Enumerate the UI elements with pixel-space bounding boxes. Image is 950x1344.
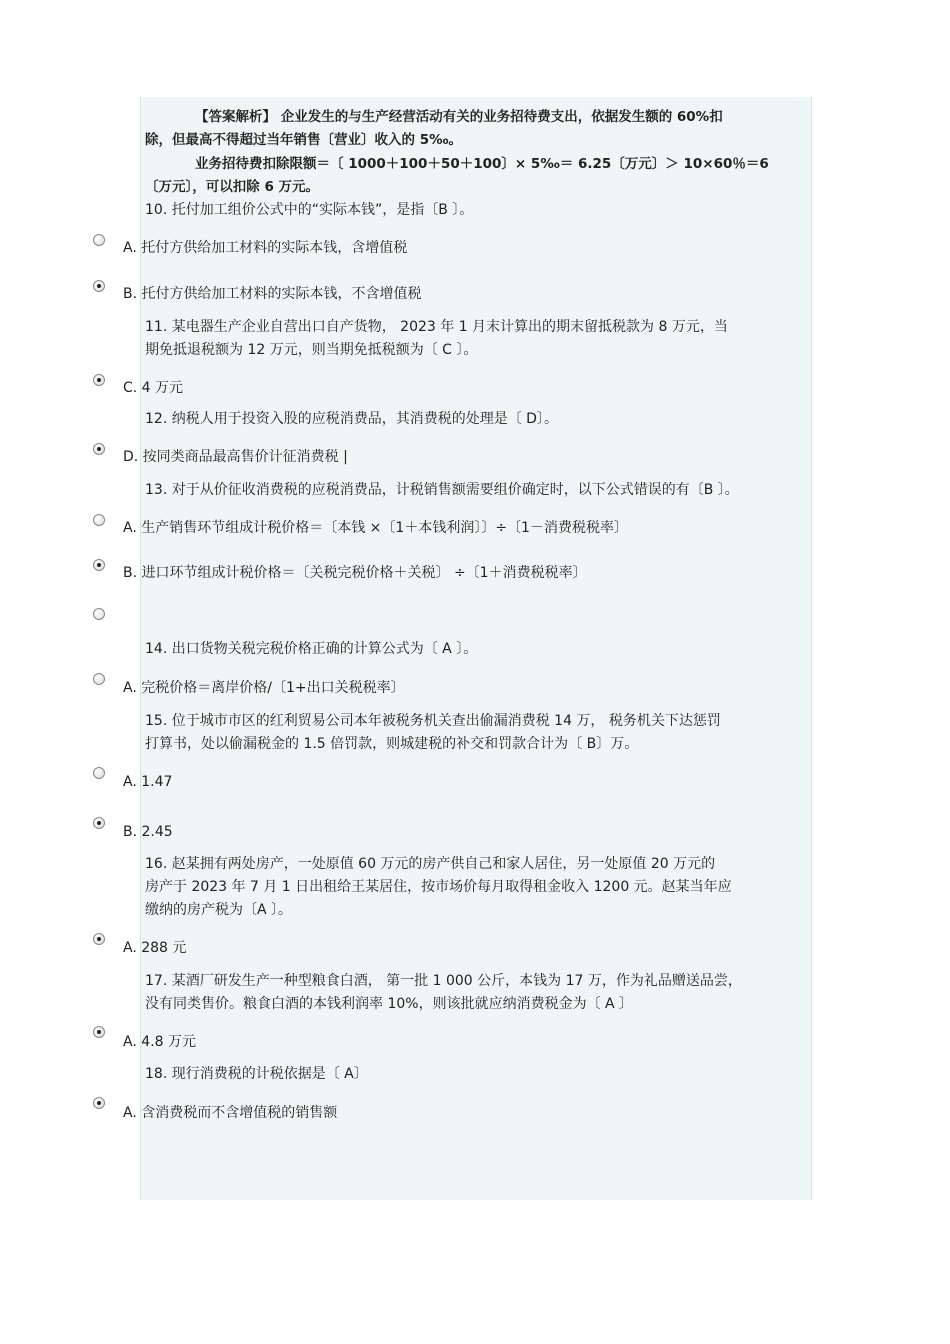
question-text: 期免抵退税额为 12 万元，则当期免抵税额为〔 C 〕。	[145, 342, 478, 358]
question-text: 13. 对于从价征收消费税的应税消费品，计税销售额需要组价确定时，以下公式错误的有〔B 〕。	[145, 482, 739, 498]
option-label: A. 含消费税而不含增值税的销售额	[123, 1105, 338, 1121]
analysis-line-1: 【答案解析】 企业发生的与生产经营活动有关的业务招待费支出，依据发生额的 60%扣	[195, 109, 723, 125]
radio-button[interactable]	[93, 514, 105, 526]
analysis-line-2: 除，但最高不得超过当年销售〔营业〕收入的 5‰。	[145, 132, 463, 148]
radio-button[interactable]	[93, 374, 105, 386]
question-text: 17. 某酒厂研发生产一种型粮食白酒， 第一批 1 000 公斤，本钱为 17 万，作为礼品赠送品尝，	[145, 973, 742, 989]
option-label: A. 生产销售环节组成计税价格＝〔本钱 ×〔1＋本钱利润〕〕÷〔1－消费税税率〕	[123, 520, 628, 536]
option-label: D. 按同类商品最高售价计征消费税 |	[123, 449, 348, 465]
option-label: A. 4.8 万元	[123, 1034, 196, 1050]
option-label: B. 进口环节组成计税价格＝〔关税完税价格＋关税〕 ÷〔1＋消费税税率〕	[123, 565, 587, 581]
analysis-line-4: 〔万元〕，可以扣除 6 万元。	[145, 179, 320, 195]
question-text: 14. 出口货物关税完税价格正确的计算公式为〔 A 〕。	[145, 641, 478, 657]
radio-button[interactable]	[93, 280, 105, 292]
question-text: 没有同类售价。粮食白酒的本钱利润率 10%，则该批就应纳消费税金为〔 A 〕	[145, 996, 634, 1012]
option-label: C. 4 万元	[123, 380, 184, 396]
option-label: A. 1.47	[123, 774, 173, 790]
radio-button[interactable]	[93, 234, 105, 246]
option-label: B. 2.45	[123, 824, 173, 840]
radio-button[interactable]	[93, 673, 105, 685]
question-text: 12. 纳税人用于投资入股的应税消费品，其消费税的处理是〔 D〕。	[145, 411, 558, 427]
option-label: A. 完税价格＝离岸价格/〔1+出口关税税率〕	[123, 680, 405, 696]
question-text: 16. 赵某拥有两处房产，一处原值 60 万元的房产供自己和家人居住，另一处原值 20 万元的	[145, 856, 716, 872]
analysis-line-3: 业务招待费扣除限额＝〔 1000＋100＋50＋100〕× 5‰＝ 6.25〔万元〕＞ 10×60％＝6	[195, 156, 769, 172]
question-text: 缴纳的房产税为〔A 〕。	[145, 902, 293, 918]
radio-button[interactable]	[93, 1026, 105, 1038]
radio-button[interactable]	[93, 1097, 105, 1109]
radio-button[interactable]	[93, 559, 105, 571]
question-text: 18. 现行消费税的计税依据是〔 A〕	[145, 1066, 368, 1082]
option-label: A. 托付方供给加工材料的实际本钱，含增值税	[123, 240, 408, 256]
question-text: 打算书，处以偷漏税金的 1.5 倍罚款，则城建税的补交和罚款合计为〔 B〕万。	[145, 736, 639, 752]
option-label: B. 托付方供给加工材料的实际本钱，不含增值税	[123, 286, 422, 302]
radio-button[interactable]	[93, 443, 105, 455]
option-label: A. 288 元	[123, 940, 187, 956]
question-text: 10. 托付加工组价公式中的“实际本钱”，是指〔B 〕。	[145, 202, 474, 218]
radio-button[interactable]	[93, 933, 105, 945]
radio-button[interactable]	[93, 817, 105, 829]
radio-button[interactable]	[93, 767, 105, 779]
question-text: 15. 位于城市市区的红利贸易公司本年被税务机关查出偷漏消费税 14 万， 税务机关下达惩罚	[145, 713, 721, 729]
radio-button[interactable]	[93, 608, 105, 620]
question-text: 房产于 2023 年 7 月 1 日出租给王某居住，按市场价每月取得租金收入 1200 元。赵某当年应	[145, 879, 732, 895]
question-text: 11. 某电器生产企业自营出口自产货物， 2023 年 1 月末计算出的期末留抵税款为 8 万元，当	[145, 319, 728, 335]
